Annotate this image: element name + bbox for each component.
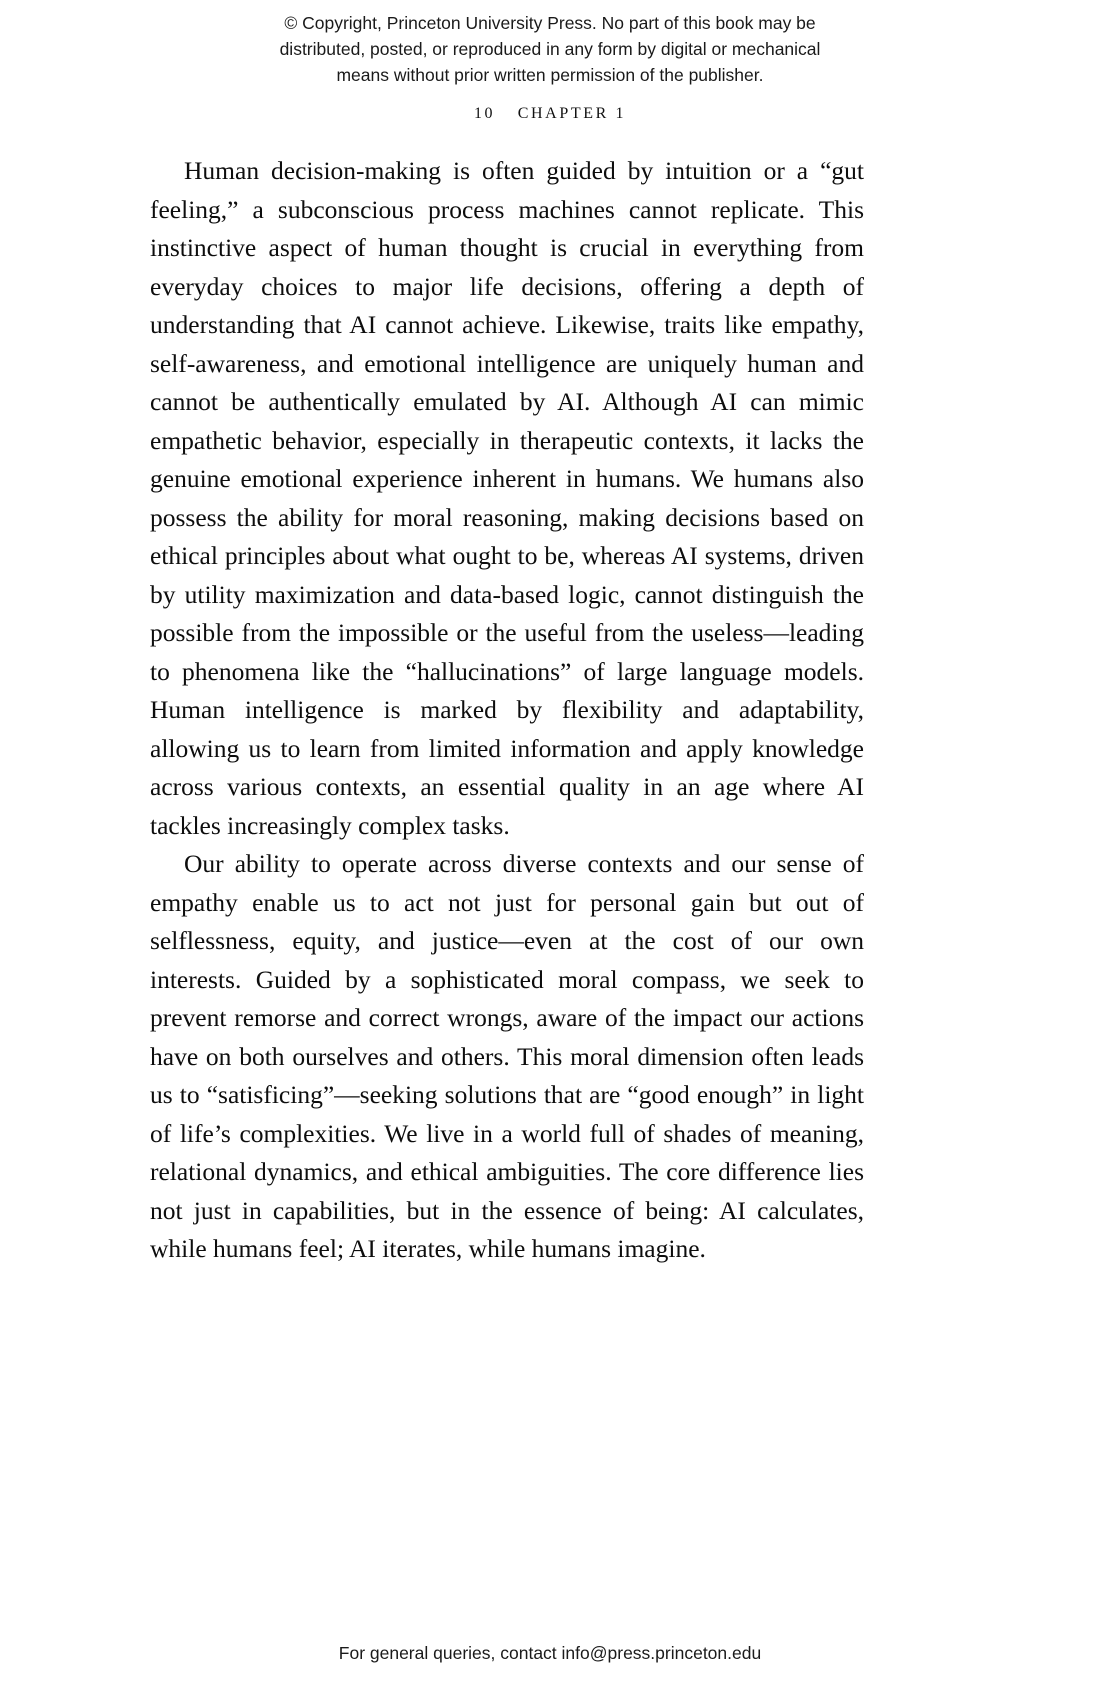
copyright-notice (0, 10, 1100, 88)
copyright-line-3: means without prior written permission of the publisher. (336, 65, 764, 85)
footer-query-notice: For general queries, contact info@press.princeton.edu (338, 1643, 762, 1663)
copyright-line-2: distributed, posted, or reproduced in any form by digital or mechanical (279, 39, 821, 59)
page-number: 10 (473, 105, 496, 122)
copyright-line-1: © Copyright, Princeton University Press. No part of this book may be (284, 13, 816, 33)
running-head (0, 105, 1100, 123)
chapter-label: CHAPTER 1 (517, 105, 627, 122)
paragraph-2: Our ability to operate across diverse contexts and our sense of empathy enable us to act not just for personal gain but out of selflessness, equity, and justice—even at the cost of our own interests. Guided by a sophisticated moral compass, we seek to prevent remorse and correct wrongs, aware of the impact our actions have on both ourselves and others. This moral dimension often leads us to “satisficing”—seeking solutions that are “good enough” in light of life’s complexities. We live in a world full of shades of meaning, relational dynamics, and ethical ambiguities. The core difference lies not just in capabilities, but in the essence of being: AI calculates, while humans feel; AI iterates, while humans imagine. (150, 849, 864, 1263)
paragraph-1: Human decision-making is often guided by intuition or a “gut feeling,” a subconscious process machines cannot replicate. This instinctive aspect of human thought is crucial in everything from everyday choices to major life decisions, offering a depth of understanding that AI cannot achieve. Likewise, traits like empathy, self-awareness, and emotional intelligence are uniquely human and cannot be authentically emulated by AI. Although AI can mimic empathetic behavior, especially in therapeutic contexts, it lacks the genuine emotional experience inherent in humans. We humans also possess the ability for moral reasoning, making decisions based on ethical principles about what ought to be, whereas AI systems, driven by utility maximization and data-based logic, cannot distinguish the possible from the impossible or the useful from the useless—leading to phenomena like the “hallucinations” of large language models. Human intelligence is marked by flexibility and adaptability, allowing us to learn from limited information and apply knowledge across various contexts, an essential quality in an age where AI tackles increasingly complex tasks. (150, 156, 864, 840)
body-text (150, 152, 864, 1269)
